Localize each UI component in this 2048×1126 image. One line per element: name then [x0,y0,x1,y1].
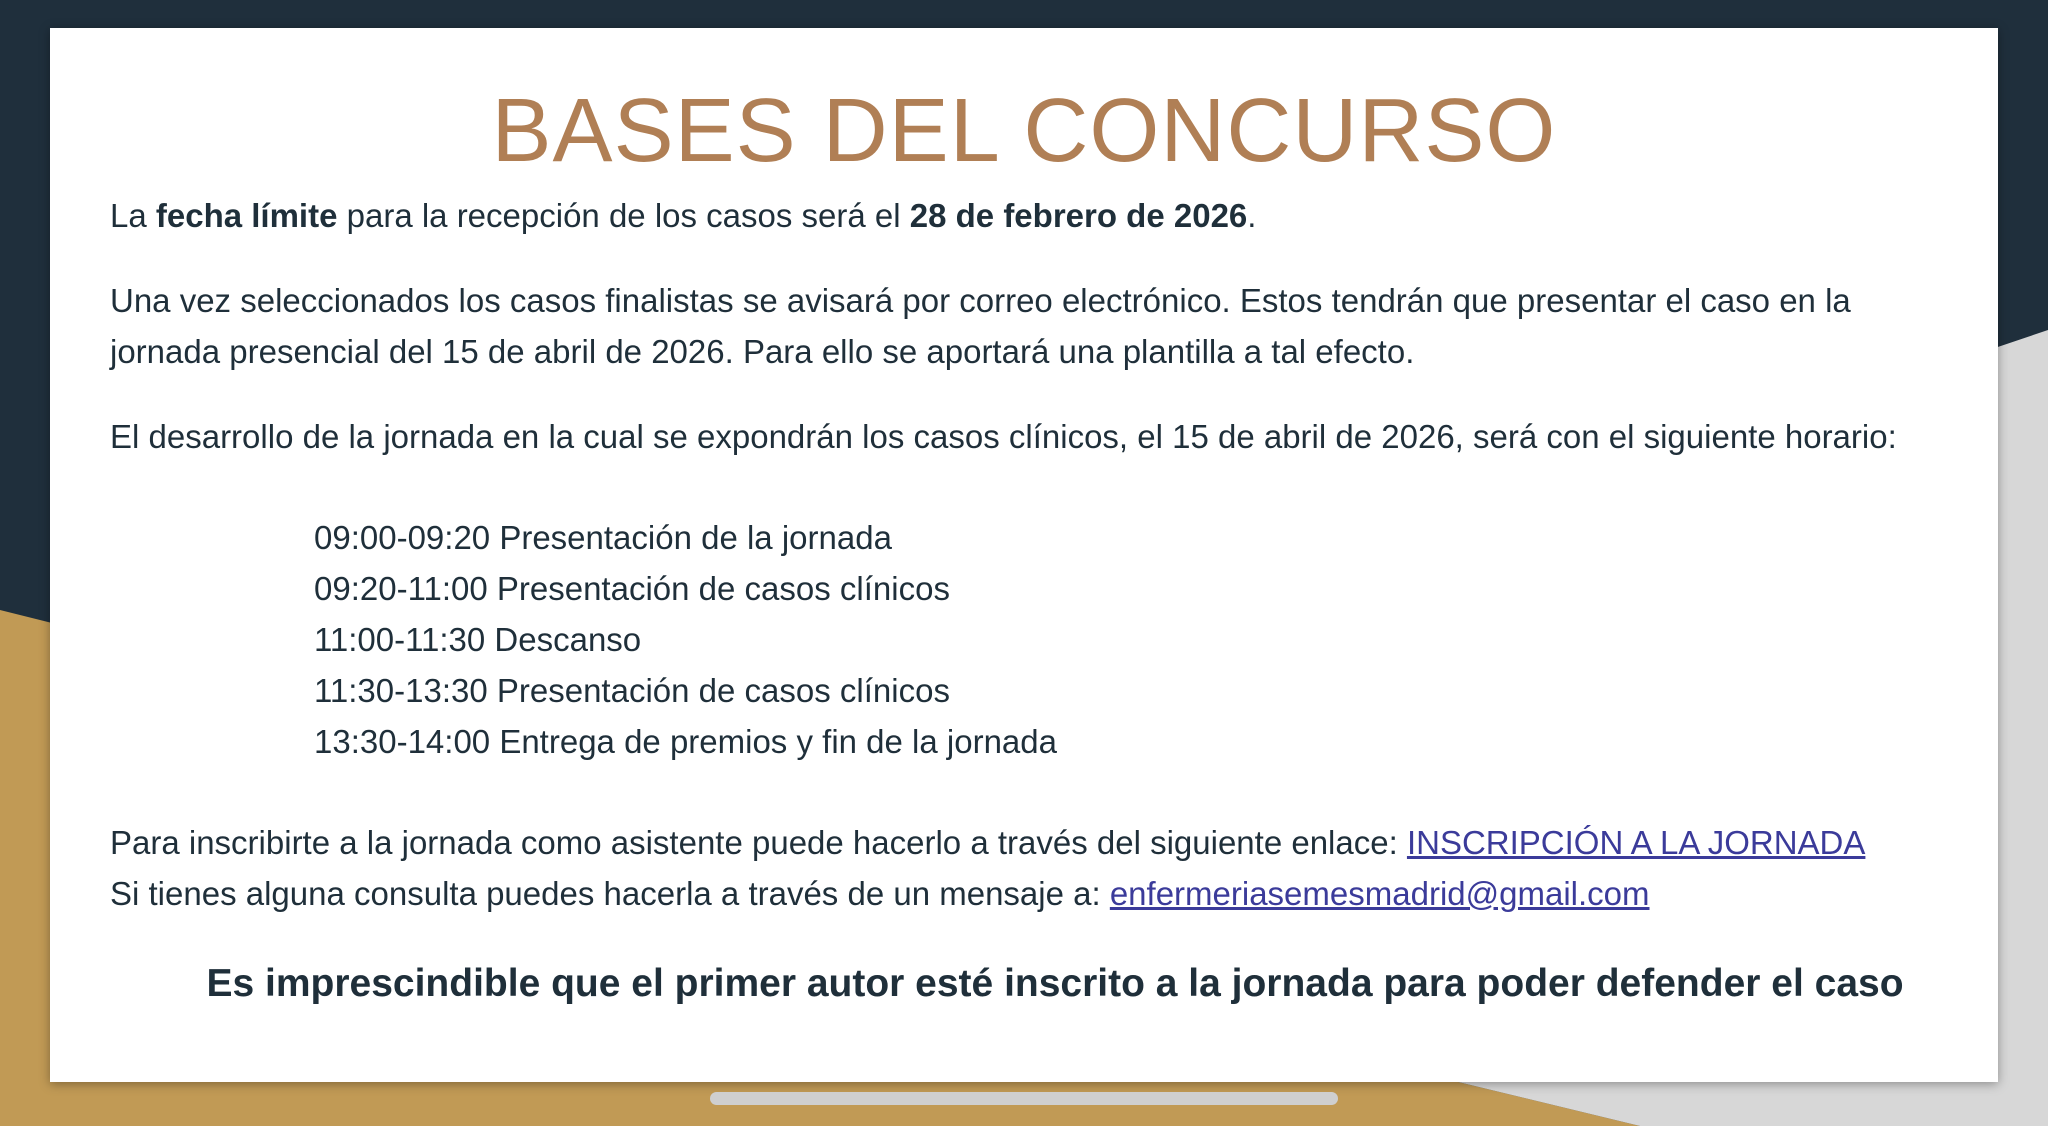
schedule-item: 13:30-14:00 Entrega de premios y fin de la jornada [314,723,1057,760]
slide-content [110,190,1970,1011]
closing-note: Es imprescindible que el primer autor esté inscrito a la jornada para poder defender el caso [206,962,1904,1005]
deadline-suffix: . [1247,197,1257,234]
registration-line [110,817,1970,868]
home-indicator-bar[interactable] [710,1092,1338,1105]
contact-email-link[interactable]: enfermeriasemesmadrid@gmail.com [1109,875,1650,912]
contact-text: Si tienes alguna consulta puedes hacerla a través de un mensaje a: [110,875,1110,912]
schedule-intro: El desarrollo de la jornada en la cual se expondrán los casos clínicos, el 15 de abril de 2026, será con el siguiente horario: [110,418,1897,455]
slide-title: BASES DEL CONCURSO [491,81,1557,181]
schedule-item: 09:00-09:20 Presentación de la jornada [314,519,892,556]
registration-text: Para inscribirte a la jornada como asistente puede hacerlo a través del siguiente enlace: [110,824,1407,861]
deadline-date: 28 de febrero de 2026 [909,197,1248,234]
registration-link[interactable]: INSCRIPCIÓN A LA JORNADA [1406,824,1866,861]
finalists-paragraph: Una vez seleccionados los casos finalistas se avisará por correo electrónico. Estos tendrán que presentar el caso en la jornada presencial del 15 de abril de 2026. Para ello se aportará una plantilla a tal efecto. [110,282,1851,370]
slide-card [50,28,1998,1082]
schedule-item: 11:30-13:30 Presentación de casos clínicos [314,672,950,709]
deadline-paragraph [110,190,1970,241]
schedule-item: 09:20-11:00 Presentación de casos clínicos [314,570,950,607]
contact-line [110,868,1970,919]
deadline-middle: para la recepción de los casos será el [337,197,910,234]
deadline-prefix: La [110,197,156,234]
deadline-label: fecha límite [155,197,338,234]
schedule-list [314,512,1970,767]
schedule-item: 11:00-11:30 Descanso [314,621,642,658]
